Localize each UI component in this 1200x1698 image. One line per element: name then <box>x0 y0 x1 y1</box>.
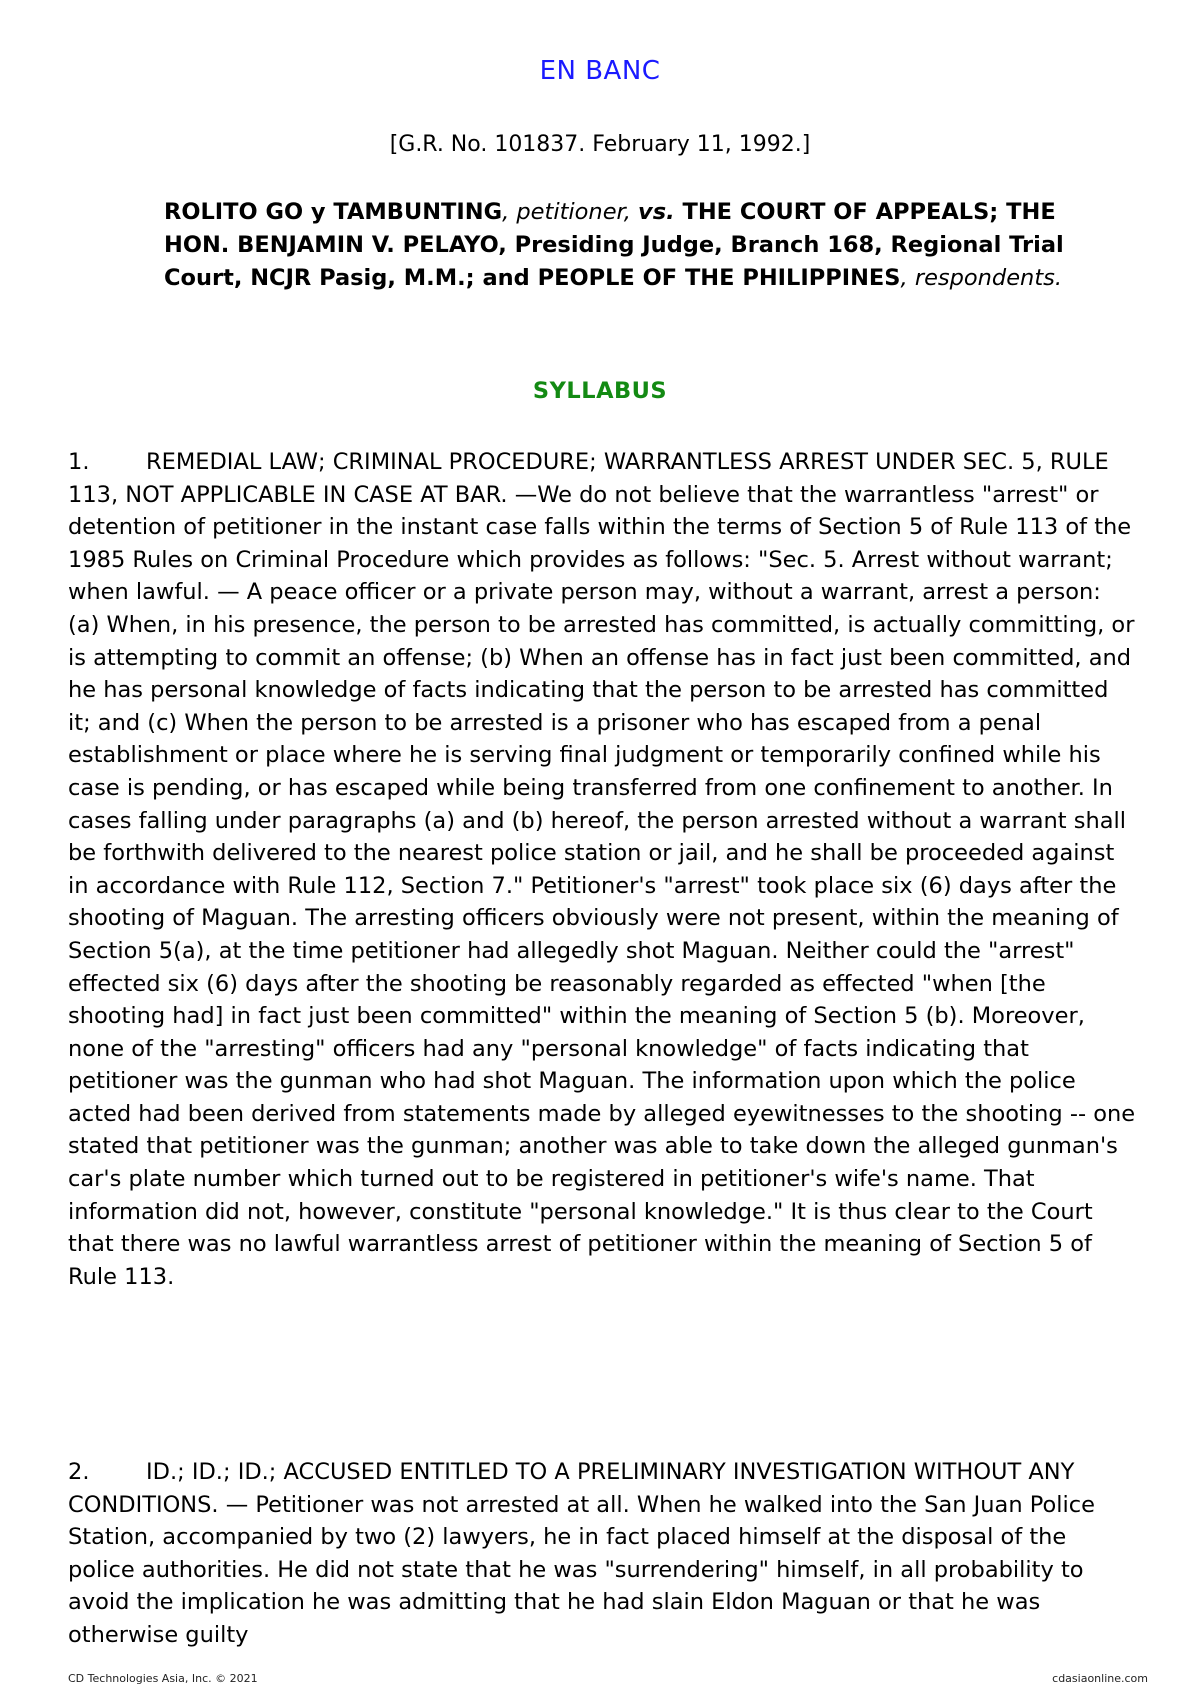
court-division: EN BANC <box>539 56 661 86</box>
syllabus-item <box>68 1456 1138 1652</box>
syllabus-item-text: ID.; ID.; ID.; ACCUSED ENTITLED TO A PRELIMINARY INVESTIGATION WITHOUT ANY CONDITIONS. — Petitioner was not arrested at all. When he walked into the San Juan Police Station, accompanied by two (2) lawyers, he in fact placed himself at the disposal of the police authorities. He did not state that he was "surrendering" himself, in all probability to avoid the implication he was admitting that he had slain Eldon Maguan or that he was otherwise guilty <box>68 1459 1096 1648</box>
footer-website: cdasiaonline.com <box>1052 1672 1148 1685</box>
syllabus-item-number: 1. <box>68 449 90 475</box>
versus: vs. <box>638 199 675 225</box>
petitioner-name: ROLITO GO y TAMBUNTING <box>164 199 503 225</box>
petitioner-label: petitioner <box>516 199 624 225</box>
respondents-names: THE COURT OF APPEALS; THE HON. BENJAMIN V. PELAYO, Presiding Judge, Branch 168, Regional Trial Court, NCJR Pasig, M.M.; and PEOPLE OF THE PHILIPPINES <box>164 199 1064 291</box>
case-number: [G.R. No. 101837. February 11, 1992.] <box>389 132 811 157</box>
respondents-label: respondents <box>914 265 1055 291</box>
case-parties: ROLITO GO y TAMBUNTING, petitioner, vs. THE COURT OF APPEALS; THE HON. BENJAMIN V. PELAYO, Presiding Judge, Branch 168, Regional Trial Court, NCJR Pasig, M.M.; and PEOPLE OF THE PHILIPPINES, respondents. <box>164 199 1064 291</box>
syllabus-item-number: 2. <box>68 1459 90 1485</box>
syllabus-item <box>68 446 1138 1293</box>
footer-copyright: CD Technologies Asia, Inc. © 2021 <box>68 1672 258 1685</box>
syllabus-heading: SYLLABUS <box>532 378 668 404</box>
syllabus-item-text: REMEDIAL LAW; CRIMINAL PROCEDURE; WARRANTLESS ARREST UNDER SEC. 5, RULE 113, NOT APPLICABLE IN CASE AT BAR. —We do not believe that the warrantless "arrest" or detention of petitioner in the instant case falls within the terms of Section 5 of Rule 113 of the 1985 Rules on Criminal Procedure which provides as follows: "Sec. 5. Arrest without warrant; when lawful. — A peace officer or a private person may, without a warrant, arrest a person: (a) When, in his presence, the person to be arrested has committed, is actually committing, or is attempting to commit an offense; (b) When an offense has in fact just been committed, and he has personal knowledge of facts indicating that the person to be arrested has committed it; and (c) When the person to be arrested is a prisoner who has escaped from a penal establishment or place where he is serving final judgment or temporarily confined while his case is pending, or has escaped while being transferred from one confinement to another. In cases falling under paragraphs (a) and (b) hereof, the person arrested without a warrant shall be forthwith delivered to the nearest police station or jail, and he shall be proceeded against in accordance with Rule 112, Section 7." Petitioner's "arrest" took place six (6) days after the shooting of Maguan. The arresting officers obviously were not present, within the meaning of Section 5(a), at the time petitioner had allegedly shot Maguan. Neither could the "arrest" effected six (6) days after the shooting be reasonably regarded as effected "when [the shooting had] in fact just been committed" within the meaning of Section 5 (b). Moreover, none of the "arresting" officers had any "personal knowledge" of facts indicating that petitioner was the gunman who had shot Maguan. The information upon which the police acted had been derived from statements made by alleged eyewitnesses to the shooting -- one stated that petitioner was the gunman; another was able to take down the alleged gunman's car's plate number which turned out to be registered in petitioner's wife's name. That information did not, however, constitute "personal knowledge." It is thus clear to the Court that there was no lawful warrantless arrest of petitioner within the meaning of Section 5 of Rule 113. <box>68 449 1136 1290</box>
